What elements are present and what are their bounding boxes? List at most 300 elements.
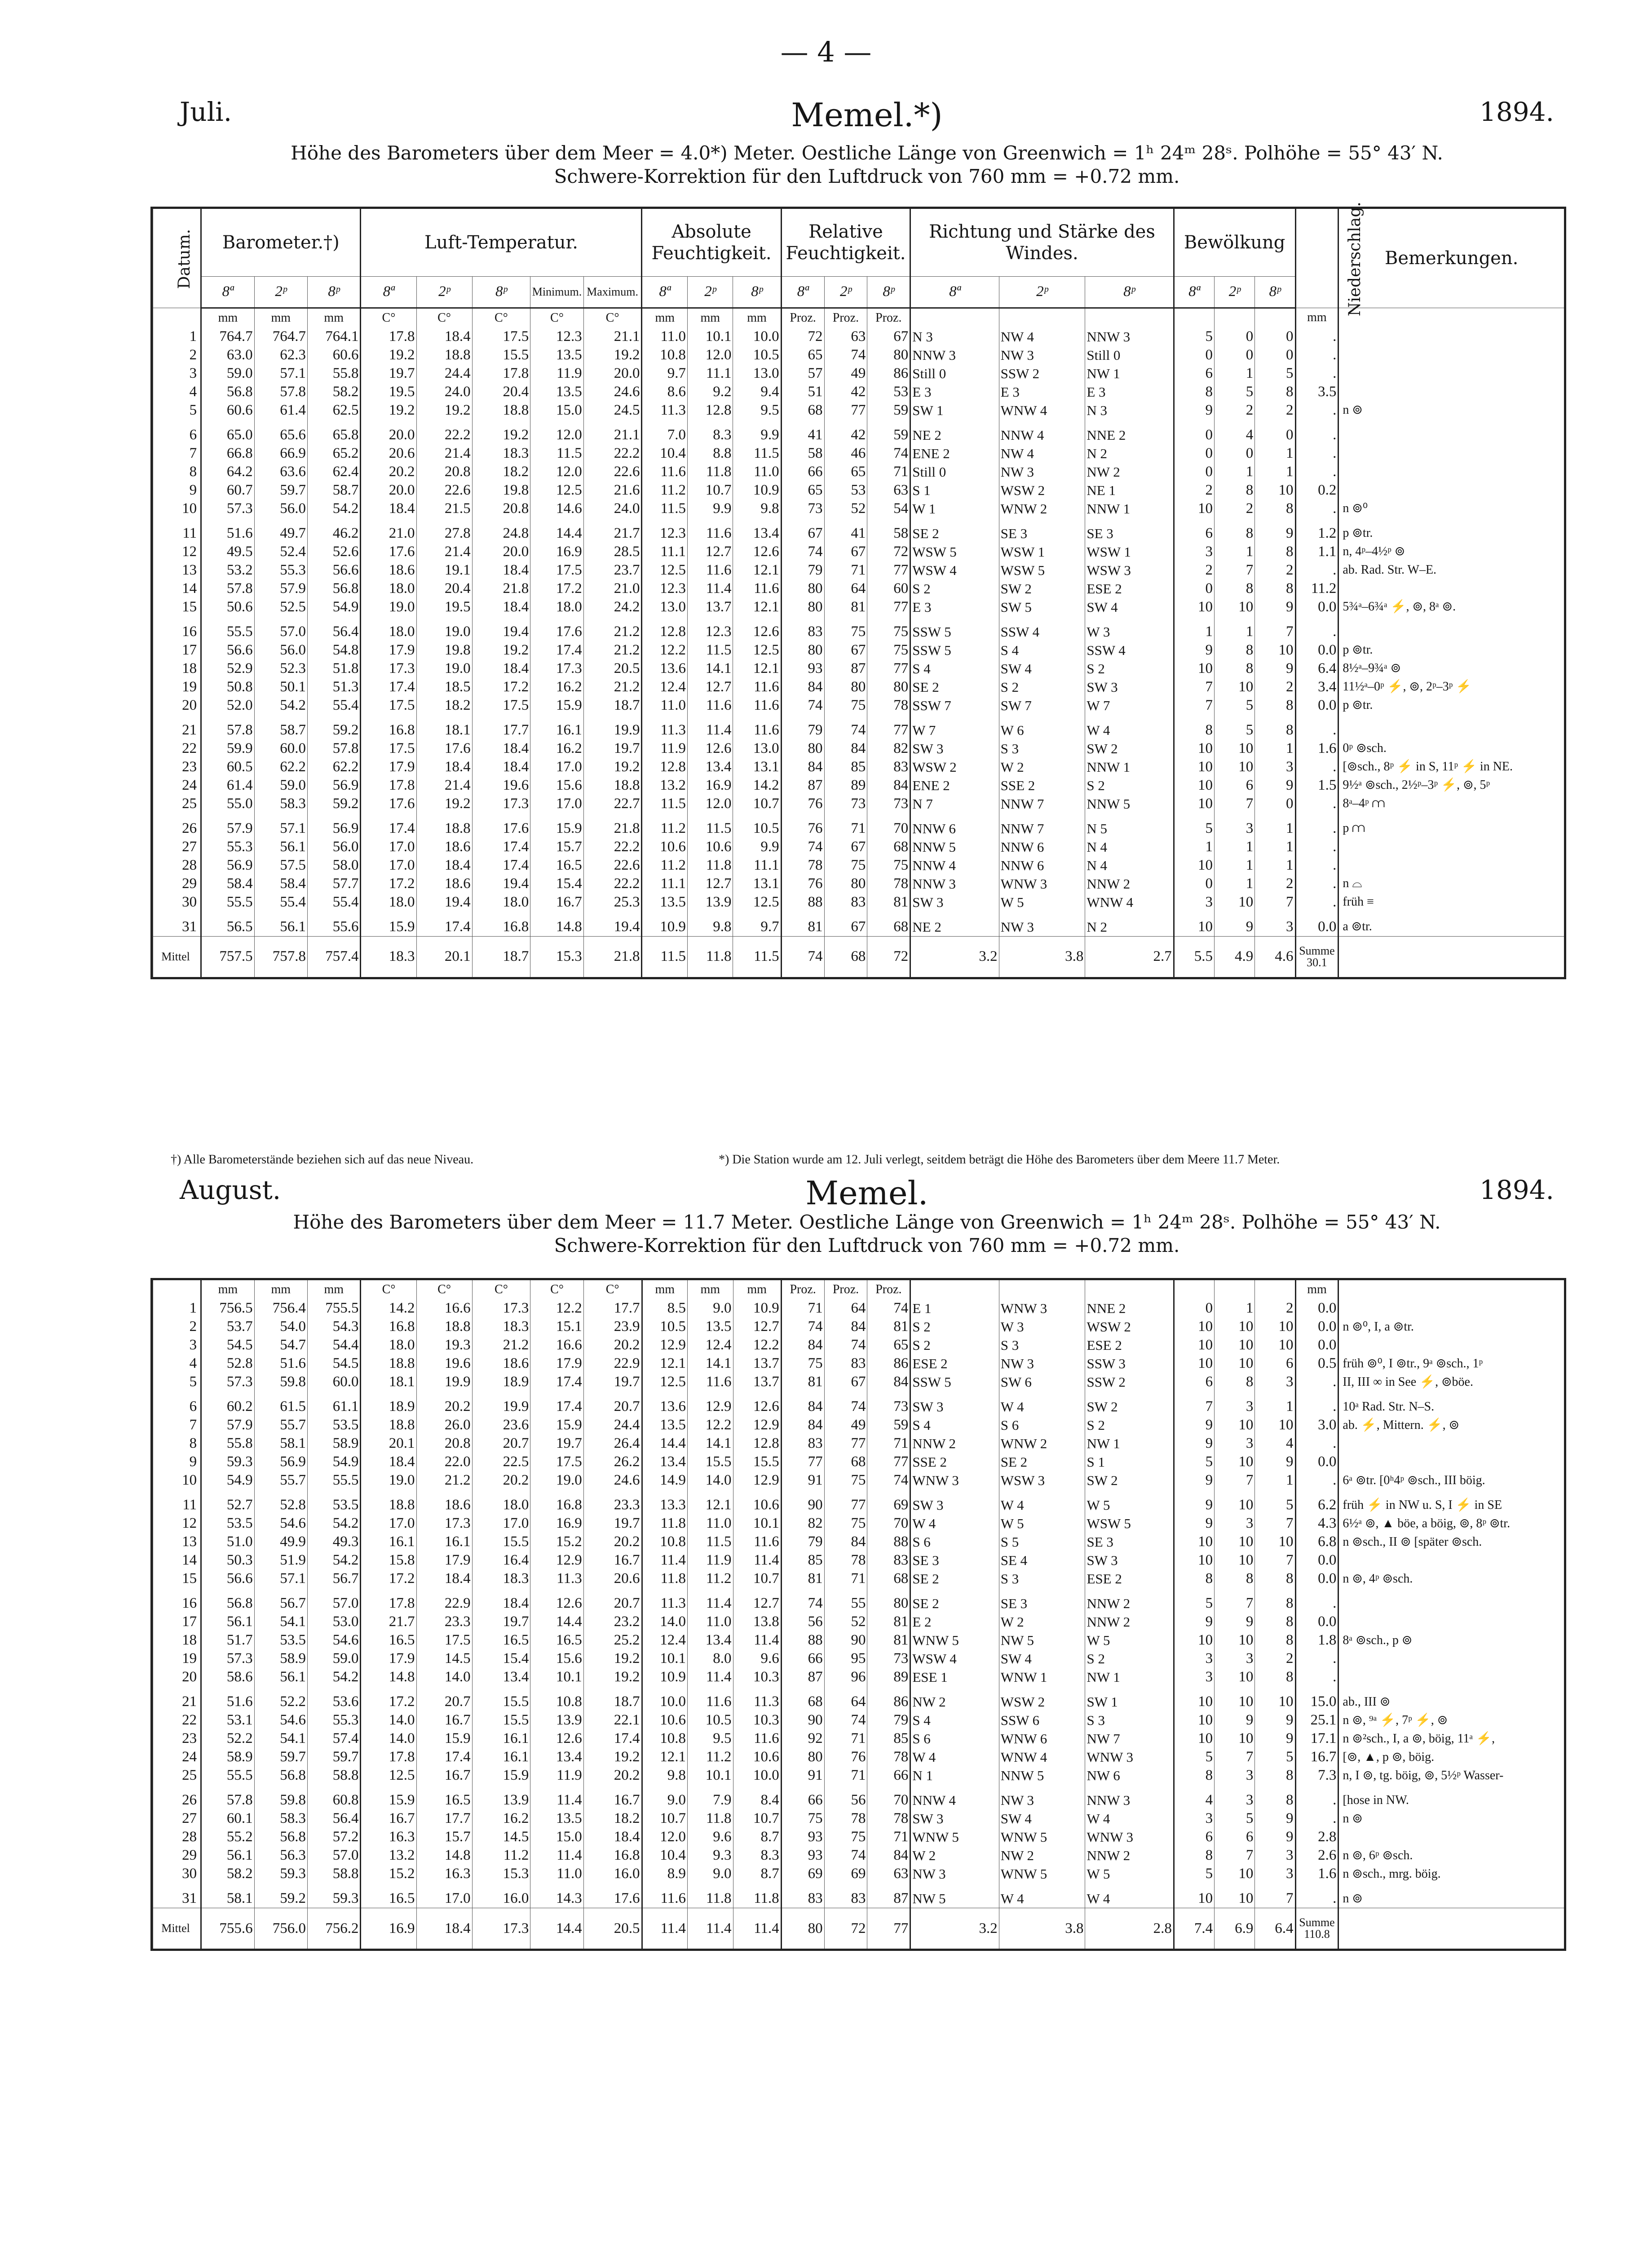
table-cell: 21.8: [583, 819, 642, 838]
unit-label: Proz.: [824, 308, 867, 327]
table-cell: 16.4: [472, 1551, 530, 1570]
table-cell: 54.2: [254, 696, 307, 715]
table-cell: 1.6: [1295, 1865, 1338, 1883]
table-cell: 16.8: [583, 1846, 642, 1865]
table-cell: 2: [153, 346, 201, 364]
table-cell: 18.2: [472, 463, 530, 481]
table-cell: 10: [1215, 1453, 1255, 1471]
table-row: [153, 1434, 1564, 1453]
table-cell: 24.0: [416, 383, 472, 401]
table-cell: .: [1295, 893, 1338, 911]
table-cell: 18.4: [361, 1453, 416, 1471]
table-row: [153, 1613, 1564, 1631]
table-cell: [1338, 1613, 1564, 1631]
table-cell: 9.7: [642, 364, 688, 383]
table-cell: 77: [824, 401, 867, 420]
table-cell: 42: [824, 426, 867, 444]
table-cell: 8: [1215, 481, 1255, 500]
table-row: [153, 819, 1564, 838]
table-cell: 17.4: [530, 1397, 583, 1416]
table-cell: 29: [153, 1846, 201, 1865]
table-cell: 56.1: [254, 838, 307, 856]
table-cell: 58.8: [308, 1766, 361, 1785]
table-cell: 7: [1215, 1594, 1255, 1613]
table-cell: 10: [1215, 598, 1255, 616]
table-cell: 1.5: [1295, 776, 1338, 795]
table-cell: 61.5: [254, 1397, 307, 1416]
table-cell: 2: [1174, 481, 1214, 500]
table-cell: 81: [867, 1631, 910, 1649]
cloud-header: Bewölkung: [1174, 209, 1295, 276]
table-cell: 76: [781, 795, 824, 813]
table-cell: 10: [1255, 641, 1295, 659]
table-cell: 12.4: [642, 1631, 688, 1649]
table-cell: 11.8: [687, 463, 733, 481]
table-cell: N 4: [1085, 838, 1174, 856]
time-header: 8ª: [781, 276, 824, 308]
table-cell: 8.6: [642, 383, 688, 401]
table-cell: N 3: [1085, 401, 1174, 420]
table-cell: 9: [1174, 1471, 1214, 1490]
table-cell: 80: [867, 678, 910, 696]
table-cell: 74: [867, 1471, 910, 1490]
table-cell: W 4: [999, 1397, 1085, 1416]
table-cell: 58.1: [254, 1434, 307, 1453]
table-cell: 20.2: [361, 463, 416, 481]
table-cell: 10.8: [642, 346, 688, 364]
table-cell: 69: [867, 1496, 910, 1514]
table-row: [153, 1889, 1564, 1908]
table-cell: 17.6: [583, 1889, 642, 1908]
table-cell: 95: [824, 1649, 867, 1668]
table-cell: 15.9: [472, 1766, 530, 1785]
table-cell: 57: [781, 364, 824, 383]
table-cell: 16.1: [530, 721, 583, 739]
table-cell: 17.8: [361, 776, 416, 795]
table-cell: 0.5: [1295, 1354, 1338, 1373]
table-cell: 18.4: [416, 758, 472, 776]
table-cell: 18.4: [583, 1828, 642, 1846]
table-cell: 59.0: [201, 364, 254, 383]
table-cell: 4: [153, 383, 201, 401]
table-cell: 18.6: [361, 561, 416, 579]
table-cell: .: [1295, 444, 1338, 463]
table-cell: S 2: [910, 1336, 999, 1354]
table-cell: 11.1: [687, 364, 733, 383]
precipitation-header: Niederschlag.: [1295, 209, 1338, 308]
table-cell: 3: [1215, 1766, 1255, 1785]
table-cell: 11.0: [642, 327, 688, 346]
table-cell: 8: [1255, 696, 1295, 715]
mean-cell: Summe 110.8: [1295, 1908, 1338, 1949]
table-cell: SSW 4: [999, 623, 1085, 641]
table-cell: 17.9: [530, 1354, 583, 1373]
table-cell: 12.9: [642, 1336, 688, 1354]
table-row: [153, 1846, 1564, 1865]
table-cell: 19.7: [530, 1434, 583, 1453]
table-cell: 6ᵃ ⊚tr. [0ʰ4ᵖ ⊚sch., III böig.: [1338, 1471, 1564, 1490]
table-cell: 10: [1215, 1496, 1255, 1514]
table-cell: 11.8: [642, 1570, 688, 1588]
table-cell: 75: [781, 1354, 824, 1373]
table-cell: 1: [1255, 838, 1295, 856]
table-cell: 65: [824, 463, 867, 481]
table-cell: 11.4: [688, 1668, 733, 1686]
table-cell: SSE 2: [999, 776, 1085, 795]
table-cell: 11.6: [733, 696, 781, 715]
mean-cell: 3.8: [999, 1908, 1085, 1949]
table-cell: WNW 5: [999, 1828, 1085, 1846]
table-cell: 16.5: [530, 1631, 583, 1649]
table-cell: 74: [824, 346, 867, 364]
table-cell: 16.3: [416, 1865, 472, 1883]
table-cell: 81: [867, 1613, 910, 1631]
table-cell: .: [1295, 327, 1338, 346]
table-row: [153, 739, 1564, 758]
table-cell: 11.1: [733, 856, 781, 875]
table-cell: 75: [824, 623, 867, 641]
table-cell: 9: [1215, 918, 1255, 937]
table-cell: 86: [867, 364, 910, 383]
table-cell: 3: [1215, 1434, 1255, 1453]
table-cell: W 4: [999, 1496, 1085, 1514]
table-cell: 7.0: [642, 426, 688, 444]
table-cell: 23.6: [472, 1416, 530, 1434]
table-cell: 18.0: [472, 893, 530, 911]
table-cell: 18.8: [361, 1496, 416, 1514]
mean-cell: 17.3: [472, 1908, 530, 1949]
unit-label: Proz.: [824, 1280, 867, 1299]
table-cell: WSW 4: [910, 561, 999, 579]
table-cell: 63.6: [254, 463, 307, 481]
table-cell: 11.9: [688, 1551, 733, 1570]
table-cell: 41: [824, 524, 867, 543]
table-cell: 74: [781, 1594, 824, 1613]
table-cell: 13.8: [733, 1613, 781, 1631]
table-cell: S 2: [910, 1318, 999, 1336]
table-cell: 10: [1215, 739, 1255, 758]
table-cell: .: [1295, 623, 1338, 641]
table-cell: 10.1: [642, 1649, 688, 1668]
table-row: [153, 1594, 1564, 1613]
table-cell: 78: [867, 1809, 910, 1828]
table-cell: 12.9: [530, 1551, 583, 1570]
table-cell: 87: [781, 776, 824, 795]
table-cell: .: [1295, 1649, 1338, 1668]
table-cell: 60.8: [308, 1791, 361, 1809]
table-cell: .: [1295, 1809, 1338, 1828]
table-cell: NW 3: [999, 1791, 1085, 1809]
table-cell: SE 3: [1085, 524, 1174, 543]
table-cell: 57.8: [201, 1791, 254, 1809]
table-cell: 10: [1215, 1416, 1255, 1434]
table-cell: 84: [867, 1846, 910, 1865]
table-cell: 12.6: [733, 1397, 781, 1416]
table-cell: 57.2: [308, 1828, 361, 1846]
table-cell: 22.6: [583, 463, 642, 481]
table-cell: 14.6: [530, 500, 583, 518]
table-cell: 18.3: [472, 1318, 530, 1336]
table-cell: 61.4: [201, 776, 254, 795]
table-cell: 15.1: [530, 1318, 583, 1336]
table-cell: WSW 2: [999, 481, 1085, 500]
table-cell: 11.5: [687, 641, 733, 659]
table-cell: 17.7: [416, 1809, 472, 1828]
table-cell: 59.2: [307, 721, 360, 739]
table-cell: 0: [1215, 346, 1255, 364]
table-cell: 59.3: [201, 1453, 254, 1471]
table-cell: 22.9: [583, 1354, 642, 1373]
table-cell: 17.4: [472, 856, 530, 875]
table-cell: 90: [781, 1496, 824, 1514]
table-cell: 10: [1255, 1318, 1295, 1336]
table-cell: 0: [1255, 795, 1295, 813]
table-cell: 55.5: [201, 1766, 254, 1785]
table-cell: 54.9: [308, 1453, 361, 1471]
table-cell: 10.7: [733, 1570, 781, 1588]
table-cell: WSW 5: [910, 543, 999, 561]
table-cell: 20.8: [416, 463, 472, 481]
table-cell: SE 2: [910, 1570, 999, 1588]
table-cell: 14.4: [642, 1434, 688, 1453]
unit-label: mm: [733, 1280, 781, 1299]
table-cell: 50.6: [201, 598, 254, 616]
table-row: [153, 401, 1564, 420]
table-cell: 3: [1174, 1809, 1214, 1828]
table-cell: 54.3: [308, 1318, 361, 1336]
table-cell: 21.4: [416, 776, 472, 795]
table-cell: 13.0: [733, 739, 781, 758]
table-cell: 15.6: [530, 776, 583, 795]
table-cell: 15.4: [530, 875, 583, 893]
table-cell: .: [1295, 1373, 1338, 1391]
table-cell: 1: [1215, 856, 1255, 875]
table-cell: 16.9: [687, 776, 733, 795]
table-cell: 2: [1174, 561, 1214, 579]
table-row: [153, 500, 1564, 518]
table-cell: p ⩋: [1338, 819, 1564, 838]
table-cell: 15.4: [472, 1649, 530, 1668]
table-cell: 2: [1255, 875, 1295, 893]
table-cell: 8: [1255, 1668, 1295, 1686]
table-cell: 10.8: [642, 1533, 688, 1551]
table-cell: NNW 2: [1085, 1594, 1174, 1613]
table-cell: 4: [1255, 1434, 1295, 1453]
table-cell: [1338, 327, 1564, 346]
table-cell: 8ᵃ ⊚sch., p ⊚: [1338, 1631, 1564, 1649]
table-cell: 10.9: [642, 918, 688, 937]
table-cell: 80: [781, 739, 824, 758]
table-cell: S 3: [1085, 1711, 1174, 1729]
table-cell: 8: [1255, 1791, 1295, 1809]
table-cell: 69: [781, 1865, 824, 1883]
table-cell: 91: [781, 1766, 824, 1785]
table-cell: 20.2: [583, 1336, 642, 1354]
table-cell: SW 3: [910, 1397, 999, 1416]
table-cell: 46.2: [307, 524, 360, 543]
table-cell: 87: [781, 1668, 824, 1686]
table-cell: 6: [1174, 364, 1214, 383]
table-cell: 10.6: [733, 1496, 781, 1514]
table-cell: 3: [1215, 1397, 1255, 1416]
table-cell: 9.0: [688, 1299, 733, 1318]
table-cell: 17.4: [530, 1373, 583, 1391]
table-cell: 9: [1215, 1613, 1255, 1631]
table-cell: 16.1: [472, 1729, 530, 1748]
table-cell: 65: [781, 346, 824, 364]
table-cell: 2: [1215, 401, 1255, 420]
table-cell: W 5: [1085, 1865, 1174, 1883]
table-cell: 80: [867, 346, 910, 364]
table-cell: 15.7: [530, 838, 583, 856]
table-cell: 85: [824, 758, 867, 776]
table-cell: 3: [1255, 758, 1295, 776]
unit-label: C°: [530, 1280, 583, 1299]
table-cell: 56.7: [308, 1570, 361, 1588]
table-cell: E 2: [910, 1613, 999, 1631]
table-row: [153, 1373, 1564, 1391]
table-cell: 20.0: [361, 426, 416, 444]
unit-label: mm: [733, 308, 781, 327]
table-cell: 1.8: [1295, 1631, 1338, 1649]
table-row: [153, 1828, 1564, 1846]
datum-header: Datum.: [153, 209, 201, 308]
table-cell: 756.4: [254, 1299, 307, 1318]
table-cell: 11.5: [688, 1533, 733, 1551]
table-cell: 9.5: [688, 1729, 733, 1748]
table-cell: 49.3: [308, 1533, 361, 1551]
table-cell: 11.4: [733, 1631, 781, 1649]
table-cell: [1338, 1336, 1564, 1354]
unit-label: mm: [1295, 1280, 1338, 1299]
table-cell: 18.0: [361, 893, 416, 911]
table-cell: 17: [153, 641, 201, 659]
table-cell: 74: [824, 1336, 867, 1354]
table-cell: 12.0: [530, 463, 583, 481]
table-cell: W 7: [1085, 696, 1174, 715]
table-cell: 5: [1215, 1809, 1255, 1828]
table-cell: 8: [1174, 1766, 1214, 1785]
table-cell: 10: [1215, 1668, 1255, 1686]
table-cell: 23: [153, 1729, 201, 1748]
table-cell: 20.0: [361, 481, 416, 500]
table-row: [153, 1533, 1564, 1551]
table-cell: 16.7: [1295, 1748, 1338, 1766]
table-cell: 16.8: [361, 1318, 416, 1336]
table-cell: 17.6: [361, 795, 416, 813]
table-cell: 13.1: [733, 875, 781, 893]
table-cell: SW 5: [999, 598, 1085, 616]
table-cell: 9.4: [733, 383, 781, 401]
table-cell: 62.4: [307, 463, 360, 481]
table-cell: 11.0: [733, 463, 781, 481]
table-cell: 58.3: [254, 1809, 307, 1828]
table-cell: 10.0: [733, 327, 781, 346]
table-cell: 9.2: [687, 383, 733, 401]
table-cell: 19.9: [472, 1397, 530, 1416]
table-cell: 52.9: [201, 659, 254, 678]
table-cell: p ⊚tr.: [1338, 641, 1564, 659]
table-cell: 21.2: [583, 678, 642, 696]
table-cell: NW 7: [1085, 1729, 1174, 1748]
table-cell: NE 2: [910, 918, 999, 937]
table-cell: 21.7: [583, 524, 642, 543]
table-cell: 8: [1215, 1373, 1255, 1391]
table-cell: SW 4: [999, 1809, 1085, 1828]
table-cell: 85: [781, 1551, 824, 1570]
table-cell: 21.2: [583, 641, 642, 659]
table-cell: 5: [1215, 721, 1255, 739]
table-cell: 0: [1174, 579, 1214, 598]
table-cell: 12.8: [642, 623, 688, 641]
table-cell: 0: [1215, 327, 1255, 346]
table-cell: 54.5: [308, 1354, 361, 1373]
table-cell: 69: [824, 1865, 867, 1883]
table-cell: 83: [867, 758, 910, 776]
table-cell: 12.5: [642, 1373, 688, 1391]
table-cell: WSW 5: [999, 561, 1085, 579]
table-cell: 13.5: [530, 346, 583, 364]
table-cell: 11.4: [530, 1846, 583, 1865]
table-cell: 0.0: [1295, 1613, 1338, 1631]
table-cell: 1.2: [1295, 524, 1338, 543]
table-cell: 7: [1174, 678, 1214, 696]
table-cell: 11.0: [642, 696, 688, 715]
table-cell: 9: [1174, 1416, 1214, 1434]
table-cell: 10.6: [642, 838, 688, 856]
table-cell: 56.4: [308, 1809, 361, 1828]
table-cell: SW 4: [999, 1649, 1085, 1668]
rel-humidity-header: Relative Feuchtigkeit.: [781, 209, 910, 276]
table-cell: 12.7: [733, 1318, 781, 1336]
table-cell: 79: [867, 1711, 910, 1729]
table-cell: 87: [824, 659, 867, 678]
table-cell: W 2: [999, 1613, 1085, 1631]
table-row: [153, 659, 1564, 678]
table-cell: 96: [824, 1668, 867, 1686]
table-cell: [1338, 346, 1564, 364]
table-row: [153, 561, 1564, 579]
table-cell: 73: [867, 1397, 910, 1416]
table-cell: 12.3: [687, 623, 733, 641]
table-cell: 4: [1215, 426, 1255, 444]
unit-label: C°: [530, 308, 583, 327]
table-cell: W 4: [1085, 721, 1174, 739]
table-cell: 12.5: [733, 641, 781, 659]
table-cell: 23.3: [416, 1613, 472, 1631]
table-row: [153, 1496, 1564, 1514]
table-cell: S 4: [910, 659, 999, 678]
table-cell: 11: [153, 524, 201, 543]
header-july: [180, 96, 1554, 193]
table-cell: 7: [1174, 696, 1214, 715]
table-cell: 26: [153, 819, 201, 838]
table-cell: 86: [867, 1693, 910, 1711]
table-cell: 49: [824, 1416, 867, 1434]
table-cell: 79: [781, 1533, 824, 1551]
table-cell: .: [1295, 1791, 1338, 1809]
table-cell: [⊚sch., 8ᵖ ⚡ in S, 11ᵖ ⚡ in NE.: [1338, 758, 1564, 776]
table-cell: 6.2: [1295, 1496, 1338, 1514]
table-cell: 15.5: [472, 1711, 530, 1729]
table-cell: 28: [153, 1828, 201, 1846]
table-cell: 8: [1174, 383, 1214, 401]
table-cell: .: [1295, 1889, 1338, 1908]
mean-cell: 11.4: [642, 1908, 688, 1949]
table-cell: 84: [781, 758, 824, 776]
time-header: 2ᵖ: [999, 276, 1085, 308]
table-cell: 11.6: [733, 721, 781, 739]
